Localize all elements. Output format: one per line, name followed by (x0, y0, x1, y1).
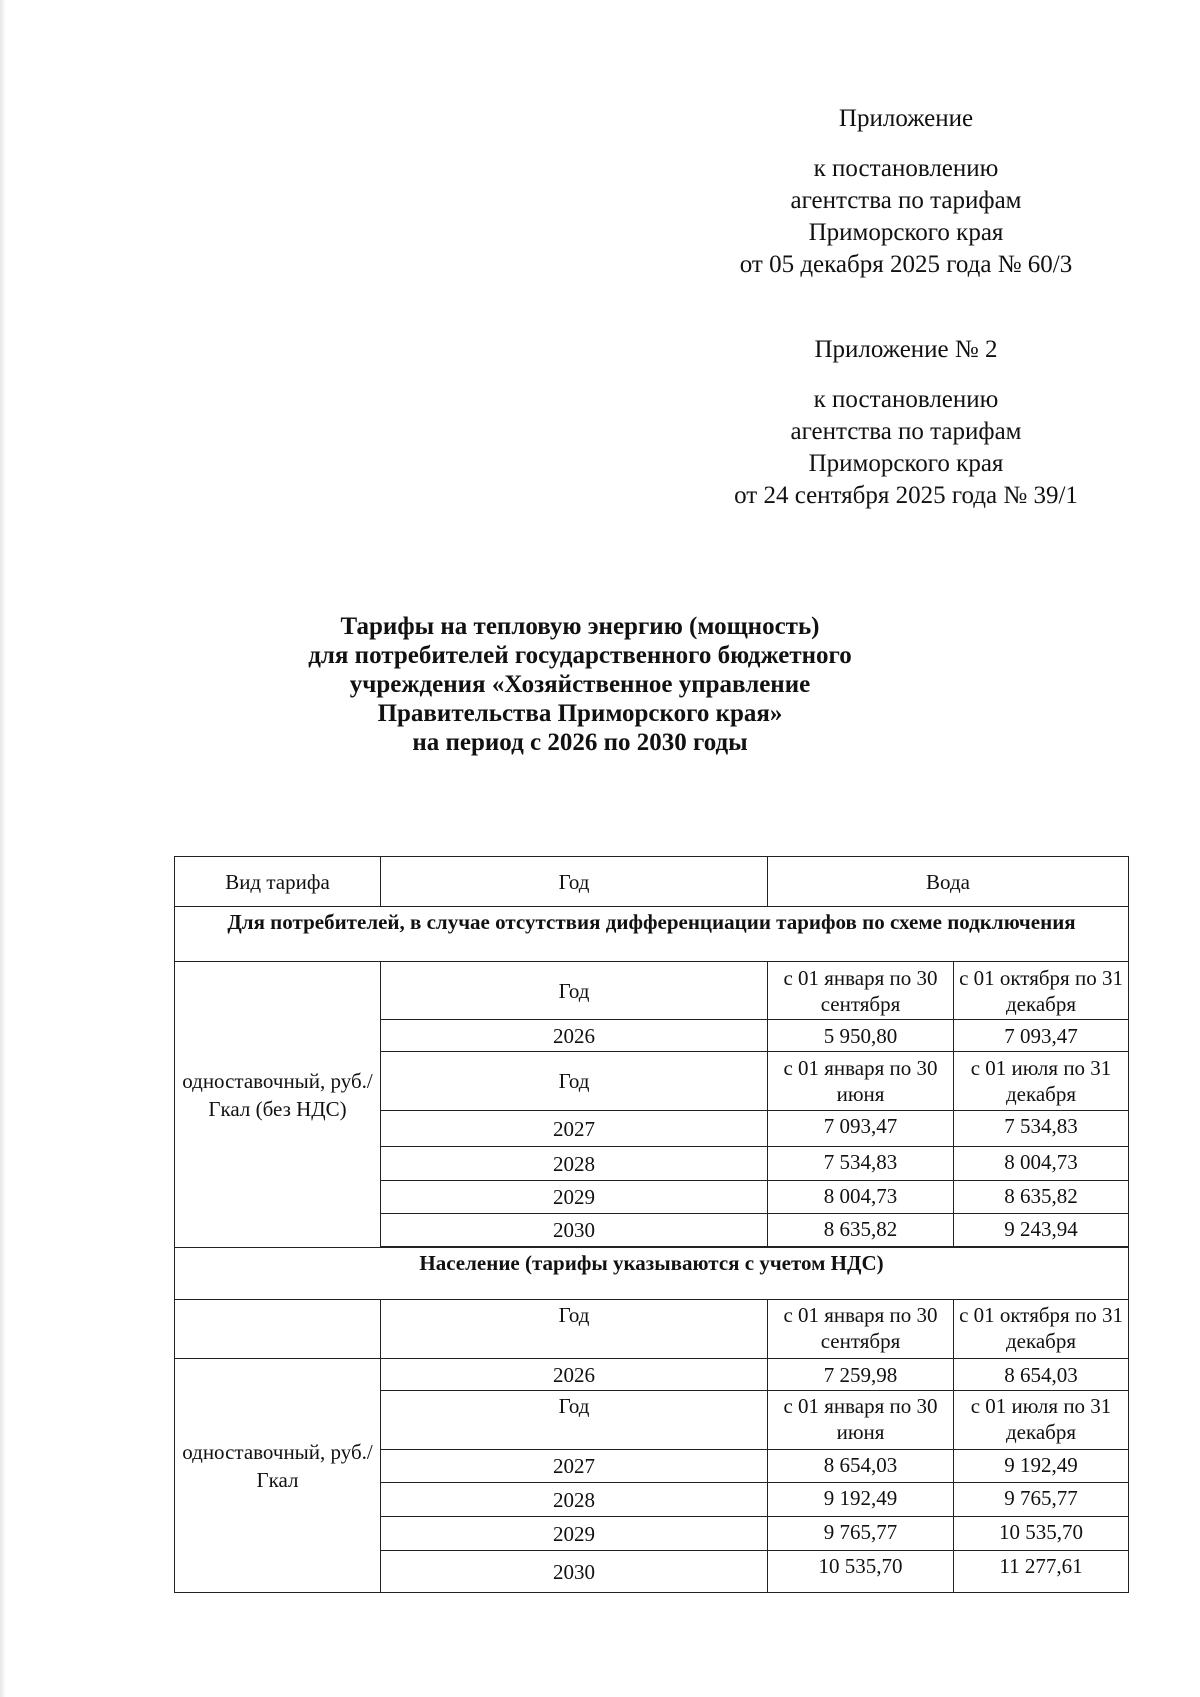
tariff-table (174, 856, 1129, 1593)
period-header-second: с 01 июля по 31 декабря (954, 1052, 1129, 1111)
period-header-year: Год (381, 1391, 768, 1450)
table-row (175, 1300, 1129, 1359)
section-row-population (175, 1248, 1129, 1300)
table-row (175, 962, 1129, 1020)
value-cell: 8 635,82 (954, 1181, 1129, 1214)
appendix-current (686, 103, 1126, 281)
period-header-second: с 01 октября по 31 декабря (954, 1300, 1129, 1359)
document-title-line: на период с 2026 по 2030 годы (412, 729, 748, 756)
appendix-current-line: от 05 декабря 2025 года № 60/3 (739, 251, 1073, 278)
value-cell: 8 004,73 (954, 1147, 1129, 1181)
header-water: Вода (768, 857, 1129, 907)
appendix-original (686, 334, 1126, 512)
value-cell: 9 243,94 (954, 1214, 1129, 1247)
empty-type-cell (175, 1300, 381, 1359)
period-header-second: с 01 июля по 31 декабря (954, 1391, 1129, 1450)
year-cell: 2026 (381, 1020, 768, 1052)
period-header-year: Год (381, 962, 768, 1020)
value-cell: 8 654,03 (768, 1450, 954, 1483)
period-header-first: с 01 января по 30 сентября (768, 1300, 954, 1359)
document-title-line: Тарифы на тепловую энергию (мощность) (340, 613, 820, 640)
document-title-line: учреждения «Хозяйственное управление (349, 671, 811, 698)
period-header-first: с 01 января по 30 июня (768, 1052, 954, 1111)
period-header-first: с 01 января по 30 сентября (768, 962, 954, 1020)
value-cell: 8 635,82 (768, 1214, 954, 1247)
value-cell: 9 192,49 (954, 1450, 1129, 1483)
value-cell: 8 654,03 (954, 1359, 1129, 1391)
section-row-general (175, 907, 1129, 962)
document-title-line: для потребителей государственного бюджетного (308, 642, 852, 669)
value-cell: 10 535,70 (954, 1517, 1129, 1551)
value-cell: 5 950,80 (768, 1020, 954, 1052)
table-header-row (175, 857, 1129, 907)
appendix-original-line: агентства по тарифам (790, 418, 1022, 445)
value-cell: 7 534,83 (768, 1147, 954, 1181)
tariff-type-general: одноставочный, руб./Гкал (без НДС) (175, 962, 381, 1248)
appendix-current-line: агентства по тарифам (790, 187, 1022, 214)
year-cell: 2026 (381, 1359, 768, 1391)
appendix-original-line: от 24 сентября 2025 года № 39/1 (734, 482, 1078, 509)
year-cell: 2030 (381, 1214, 768, 1247)
section-title-general: Для потребителей, в случае отсутствия дифференциации тарифов по схеме подключения (175, 907, 1129, 962)
value-cell: 11 277,61 (954, 1551, 1129, 1593)
value-cell: 10 535,70 (768, 1551, 954, 1593)
value-cell: 7 534,83 (954, 1111, 1129, 1147)
value-cell: 8 004,73 (768, 1181, 954, 1214)
appendix-current-line: Приморского края (808, 219, 1004, 246)
year-cell: 2028 (381, 1147, 768, 1181)
document-title (260, 612, 900, 757)
value-cell: 7 093,47 (768, 1111, 954, 1147)
header-year: Год (381, 857, 768, 907)
period-header-year: Год (381, 1052, 768, 1111)
appendix-original-line: Приморского края (808, 450, 1004, 477)
appendix-current-line: к постановлению (813, 155, 999, 182)
value-cell: 9 765,77 (954, 1483, 1129, 1517)
value-cell: 7 259,98 (768, 1359, 954, 1391)
appendix-current-title: Приложение (838, 105, 974, 132)
year-cell: 2027 (381, 1450, 768, 1483)
appendix-original-line: к постановлению (813, 386, 999, 413)
year-cell: 2030 (381, 1551, 768, 1593)
section-title-population: Население (тарифы указываются с учетом НДС) (175, 1248, 1129, 1300)
appendix-original-title: Приложение № 2 (814, 336, 998, 363)
period-header-year: Год (381, 1300, 768, 1359)
year-cell: 2029 (381, 1181, 768, 1214)
year-cell: 2028 (381, 1483, 768, 1517)
tariff-type-population: одноставочный, руб./Гкал (175, 1359, 381, 1593)
table-row (175, 1359, 1129, 1391)
value-cell: 9 765,77 (768, 1517, 954, 1551)
value-cell: 7 093,47 (954, 1020, 1129, 1052)
header-tariff-type: Вид тарифа (175, 857, 381, 907)
year-cell: 2029 (381, 1517, 768, 1551)
year-cell: 2027 (381, 1111, 768, 1147)
value-cell: 9 192,49 (768, 1483, 954, 1517)
document-title-line: Правительства Приморского края» (377, 700, 783, 727)
period-header-second: с 01 октября по 31 декабря (954, 962, 1129, 1020)
page-scan-edge (0, 0, 6, 1697)
period-header-first: с 01 января по 30 июня (768, 1391, 954, 1450)
